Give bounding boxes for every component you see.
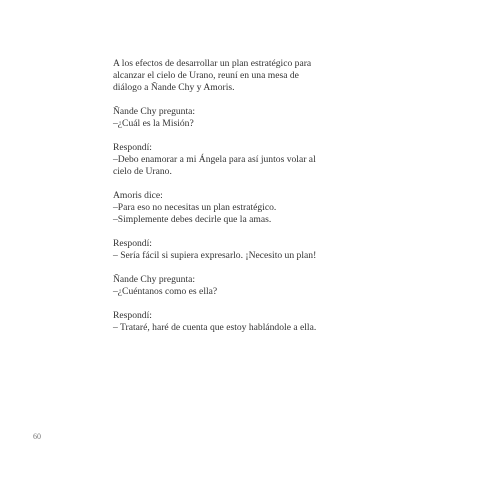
paragraph (113, 58, 353, 94)
text-line: –¿Cuéntanos como es ella? (113, 286, 218, 297)
text-line: – Sería fácil si supiera expresarlo. ¡Necesito un plan! (113, 250, 317, 261)
text-line: –Simplemente debes decirle que la amas. (113, 214, 272, 225)
text-line: alcanzar el cielo de Urano, reuní en una mesa de (113, 70, 299, 81)
paragraph (113, 106, 353, 130)
text-line: –¿Cuál es la Misión? (113, 118, 194, 129)
text-line: A los efectos de desarrollar un plan estratégico para (113, 58, 312, 69)
text-line: cielo de Urano. (113, 166, 172, 177)
text-line: Respondí: (113, 238, 152, 249)
text-line: Respondí: (113, 310, 152, 321)
text-line: –Para eso no necesitas un plan estratégico. (113, 202, 277, 213)
text-line: Ñande Chy pregunta: (113, 106, 196, 117)
paragraph (113, 274, 353, 298)
text-line: –Debo enamorar a mi Ángela para así juntos volar al (113, 154, 316, 165)
body-text (113, 58, 353, 346)
paragraph (113, 190, 353, 226)
page-number: 60 (33, 432, 41, 441)
text-line: Respondí: (113, 142, 152, 153)
text-line: Amoris dice: (113, 190, 163, 201)
text-line: diálogo a Ñande Chy y Amoris. (113, 82, 235, 93)
paragraph (113, 310, 353, 334)
paragraph (113, 238, 353, 262)
text-line: – Trataré, haré de cuenta que estoy hablándole a ella. (113, 322, 317, 333)
text-line: Ñande Chy pregunta: (113, 274, 196, 285)
paragraph (113, 142, 353, 178)
